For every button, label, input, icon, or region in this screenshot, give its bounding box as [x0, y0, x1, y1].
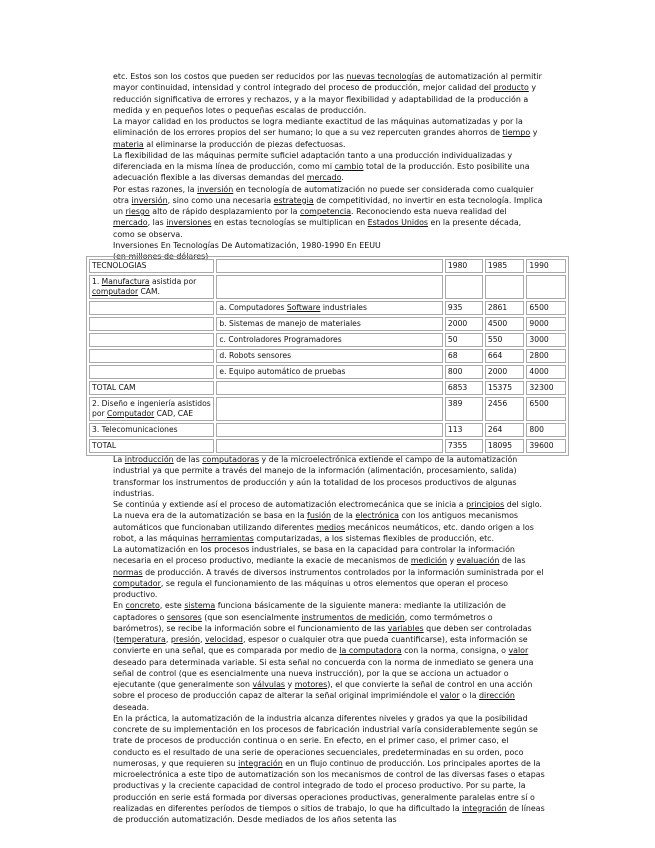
- text-run: La automatización en los procesos industriales, se basa en la capacidad para controlar la información necesaria en el proceso productivo, mediante la exacie de mecanismos de: [113, 545, 515, 566]
- text-run: al eliminarse la producción de piezas defectuosas.: [143, 139, 346, 149]
- link-term: computador: [92, 287, 139, 296]
- text-run: ,: [199, 635, 205, 644]
- text-run: y: [530, 128, 538, 138]
- text-run: etc. Estos son los costos que pueden ser reducidos por las: [113, 72, 347, 81]
- link-term: nuevas tecnologías: [346, 72, 423, 81]
- link-term: principios: [466, 500, 505, 509]
- investment-value: 935: [445, 301, 483, 315]
- investment-value: 2861: [485, 301, 525, 315]
- text-run: , espesor o cualquier otra que pueda cuantificarse), esta información se convierte en una señal, que es comparada por medio de: [113, 635, 528, 656]
- text-run: de las: [499, 556, 526, 566]
- text-run: TOTAL CAM: [92, 383, 136, 392]
- paragraph: [113, 499, 545, 544]
- text-run: En la práctica, la automatización de la industria alcanza diferentes niveles y grados ya que la posibilidad concrete de su implementación en los procesos de fabricación industrial varía considerablemente según se trate de procesos de producción continua o en serie. En efecto, en el primer caso, el primer caso, el conducto es el resultado de una serie de operaciones secuenciales, predeterminadas en su orden, poco numerosas, y que requieren su: [113, 713, 538, 768]
- text-run: , como termómetros o barómetros), se recibe la información sobre el funcionamiento de las: [113, 612, 493, 633]
- technology-item: [216, 365, 443, 379]
- link-term: valor: [508, 646, 529, 656]
- link-term: electrónica: [355, 511, 399, 521]
- investment-value: 800: [526, 423, 566, 437]
- header-year: 1990: [526, 259, 566, 273]
- text-run: , este: [159, 601, 185, 611]
- link-term: variables: [387, 623, 424, 633]
- table-row: [89, 439, 566, 453]
- text-run: CAM.: [138, 287, 160, 296]
- link-term: válvulas: [252, 680, 286, 689]
- text-run: 3. Telecomunicaciones: [92, 425, 178, 434]
- link-term: motores: [294, 680, 328, 689]
- link-term: fusión: [307, 511, 331, 521]
- text-run: con la norma, consigna, o: [401, 646, 509, 656]
- link-term: Manufactura: [101, 277, 150, 286]
- link-term: la computadora: [339, 646, 402, 656]
- text-run: en tecnología de automatización no puede ser considerada como cualquier otra: [113, 184, 534, 205]
- link-term: Software: [286, 303, 321, 312]
- text-run: Se continúa y extiende así el proceso de automatización electromecánica que se inicia a: [113, 500, 467, 509]
- investment-table: [86, 256, 569, 456]
- text-run: La: [113, 455, 125, 464]
- link-term: dirección: [479, 691, 515, 701]
- text-run: , sino como una necesaria: [167, 195, 274, 205]
- text-run: ,: [165, 635, 171, 644]
- table-header-row: [89, 259, 566, 273]
- paragraph: [113, 184, 545, 240]
- link-term: tiempo: [502, 128, 531, 138]
- text-run: (que son esencialmente: [201, 612, 302, 622]
- text-run: y: [285, 680, 295, 689]
- link-term: instrumentos de medición: [301, 612, 405, 622]
- text-run: . Reconociendo esta nueva realidad del: [351, 207, 507, 216]
- link-term: evaluación: [456, 556, 500, 566]
- link-term: introducción: [124, 455, 174, 464]
- technology-category: [89, 365, 214, 379]
- text-run: Por estas razones, la: [113, 184, 198, 194]
- text-run: La mayor calidad en los productos se logra mediante exactitud de las máquinas automatizadas y por la eliminación de los errores propios del ser humano; lo que a su vez repercuten grandes ahorros de: [113, 117, 523, 138]
- header-empty: [216, 259, 443, 273]
- technology-item: [216, 301, 443, 315]
- link-term: herramientas: [201, 533, 254, 543]
- text-run: con los antiguos mecanismos automáticos que funcionaban utilizando diferentes: [113, 511, 519, 532]
- investment-value: 6853: [445, 381, 483, 395]
- investment-value: 6500: [526, 301, 566, 315]
- paragraph: [113, 71, 545, 116]
- technology-category: [89, 349, 214, 363]
- link-term: temperatura: [116, 635, 166, 644]
- link-term: concreto: [125, 601, 160, 611]
- investment-value: 50: [445, 333, 483, 347]
- text-run: de competitividad, no invertir en esta tecnología. Implica un: [113, 195, 543, 216]
- technology-category: [89, 317, 214, 331]
- table-row: [89, 301, 566, 315]
- link-term: competencia: [300, 207, 352, 216]
- text-run: Inversiones En Tecnologías De Automatización, 1980-1990 En EEUU: [113, 240, 381, 250]
- table-row: [89, 317, 566, 331]
- link-term: mercado: [113, 218, 148, 228]
- text-run: en estas tecnologías se multiplican en: [211, 218, 368, 228]
- link-term: sistema: [184, 601, 216, 611]
- text-run: 2. Diseño e ingeniería asistidos por: [92, 399, 211, 418]
- body-text: [113, 454, 545, 825]
- investment-value: 39600: [526, 439, 566, 453]
- text-run: CAD, CAE: [154, 409, 194, 418]
- investment-value: [526, 275, 566, 299]
- link-term: integración: [238, 758, 283, 768]
- text-run: de las: [173, 455, 203, 464]
- table-row: [89, 423, 566, 437]
- investment-value: 3000: [526, 333, 566, 347]
- table-row: [89, 349, 566, 363]
- paragraph: [113, 713, 545, 826]
- text-run: , se regula el funcionamiento de las máquinas u otros elementos que operan el proceso productivo.: [113, 578, 508, 599]
- text-run: funciona básicamente de la siguiente manera: mediante la utilización de captadores o: [113, 601, 506, 622]
- text-run: (en millones de dólares): [113, 252, 209, 261]
- technology-category: [89, 423, 214, 437]
- text-run: deseada.: [113, 702, 150, 712]
- link-term: inversiones: [166, 218, 212, 228]
- text-run: en un flujo continuo de producción. Los principales aportes de la microelectrónica a este tipo de automatización son los mecanismos de control de las diversas fases o etapas productivas y la creciente capacidad de control integrado de todo el proceso productivo. Por su parte, la producción en serie está formada por diversas operaciones productivas, generalmente paralelas entre sí o realizadas en diferentes períodos de tiempos o sitios de trabajo, lo que ha dificultado la: [113, 758, 545, 813]
- text-run: .: [341, 173, 344, 183]
- text-run: y reducción significativa de errores y rechazos, y a la mayor flexibilidad y adaptabilidad de la producción a medida y en pequeños lotes o pequeñas escalas de producción.: [113, 83, 536, 115]
- link-term: medición: [410, 556, 447, 566]
- table-row: [89, 333, 566, 347]
- paragraph: [113, 150, 545, 184]
- text-run: del siglo. La nueva era de la automatización se basa en la: [113, 500, 542, 521]
- investment-value: 2000: [445, 317, 483, 331]
- paragraph: [113, 600, 545, 713]
- link-term: normas: [113, 567, 143, 577]
- paragraph: [113, 454, 545, 499]
- text-run: deseado para determinada variable. Si esta señal no concuerda con la norma de inmediato se genera una señal de control (que es esencialmente una nueva instrucción), por la que se acciona un actuador o ejecutante (que generalmente son: [113, 657, 534, 689]
- link-term: integración: [462, 803, 507, 813]
- text-run: La flexibilidad de las máquinas permite suficiel adaptación tanto a una producción individualizadas y diferenciada en la misma línea de producción, como mi: [113, 150, 513, 171]
- link-term: Estados Unidos: [367, 218, 429, 228]
- text-run: alto de rápido desplazamiento por la: [149, 207, 301, 216]
- text-run: e. Equipo automático de pruebas: [219, 367, 346, 376]
- text-run: o la: [459, 691, 480, 701]
- investment-value: 4500: [485, 317, 525, 331]
- intro-text: [113, 71, 545, 262]
- technology-category: [89, 333, 214, 347]
- technology-category: [89, 397, 214, 421]
- link-term: medios: [316, 522, 346, 532]
- link-term: riesgo: [125, 207, 150, 216]
- table-row: [89, 365, 566, 379]
- technology-item: [216, 397, 443, 421]
- technology-item: [216, 439, 443, 453]
- link-term: presión: [170, 635, 200, 644]
- text-run: TOTAL: [92, 441, 117, 450]
- header-label: TECNOLOGIAS: [89, 259, 214, 273]
- text-run: computarizadas, a los sistemas flexibles de producción, etc.: [253, 533, 495, 543]
- investment-value: 18095: [485, 439, 525, 453]
- table-row: [89, 275, 566, 299]
- technology-category: [89, 275, 214, 299]
- text-run: que deben ser controladas (: [113, 623, 532, 644]
- text-run: ), el que convierte la señal de control en una acción sobre el proceso de producción capaz de alterar la señal original imprimiéndole el: [113, 680, 533, 701]
- technology-item: [216, 275, 443, 299]
- link-term: inversión: [131, 195, 168, 205]
- investment-value: 264: [485, 423, 525, 437]
- investment-value: 2000: [485, 365, 525, 379]
- paragraph: [113, 544, 545, 600]
- investment-value: 6500: [526, 397, 566, 421]
- text-run: de automatización al permitir mayor continuidad, intensidad y control integrado del proceso de producción, mejor calidad del: [113, 72, 542, 93]
- text-run: y: [446, 556, 457, 566]
- investment-value: 9000: [526, 317, 566, 331]
- link-term: cambio: [334, 162, 364, 171]
- text-run: mecánicos neumáticos, etc. dando origen a los robot, a las máquinas: [113, 522, 534, 543]
- link-term: Computador: [107, 409, 155, 418]
- investment-value: 7355: [445, 439, 483, 453]
- investment-value: 68: [445, 349, 483, 363]
- investment-value: 2800: [526, 349, 566, 363]
- investment-value: [485, 275, 525, 299]
- link-term: materia: [113, 139, 144, 149]
- text-run: 1.: [92, 277, 102, 286]
- technology-item: [216, 317, 443, 331]
- investment-value: 15375: [485, 381, 525, 395]
- investment-value: 800: [445, 365, 483, 379]
- investment-value: 389: [445, 397, 483, 421]
- header-year: 1985: [485, 259, 525, 273]
- link-term: sensores: [166, 612, 202, 622]
- investment-value: 32300: [526, 381, 566, 395]
- technology-item: [216, 381, 443, 395]
- text-run: asistida por: [149, 277, 197, 286]
- text-run: industriales: [320, 303, 367, 312]
- paragraph: [113, 116, 545, 150]
- text-run: total de la producción. Esto posibilite una adecuación flexible a las diversas demandas del: [113, 162, 530, 183]
- technology-item: [216, 333, 443, 347]
- link-term: inversión: [197, 184, 234, 194]
- investment-value: 2456: [485, 397, 525, 421]
- technology-item: [216, 349, 443, 363]
- text-run: c. Controladores Programadores: [219, 335, 342, 344]
- link-term: computador: [113, 578, 161, 588]
- investment-value: [445, 275, 483, 299]
- technology-category: [89, 439, 214, 453]
- text-run: de producción. A través de diversos instrumentos controlados por la información suministrada por el: [142, 567, 544, 577]
- technology-category: [89, 301, 214, 315]
- text-run: de la: [330, 511, 356, 521]
- table-row: [89, 381, 566, 395]
- text-run: y de la microelectrónica extiende el campo de la automatización industrial ya que permite a través del manejo de la información (alimentación, procesamiento, salida) transformar los instrumentos de producción y aún la totalidad de los procesos productivos de algunas industrias.: [113, 455, 518, 498]
- link-term: mercado: [306, 173, 342, 183]
- table-row: [89, 397, 566, 421]
- technology-category: [89, 381, 214, 395]
- text-run: en la presente década, como se observa.: [113, 218, 522, 239]
- header-year: 1980: [445, 259, 483, 273]
- investment-value: 664: [485, 349, 525, 363]
- link-term: velocidad: [205, 635, 243, 644]
- text-run: de líneas de producción automatización. Desde mediados de los años setenta las: [113, 803, 545, 824]
- investment-value: 113: [445, 423, 483, 437]
- text-run: d. Robots sensores: [219, 351, 292, 360]
- investment-value: 550: [485, 333, 525, 347]
- text-run: b. Sistemas de manejo de materiales: [219, 319, 361, 328]
- table-caption: [113, 240, 545, 251]
- link-term: estrategia: [273, 195, 314, 205]
- link-term: producto: [493, 83, 529, 93]
- link-term: computadoras: [202, 455, 260, 464]
- technology-item: [216, 423, 443, 437]
- text-run: a. Computadores: [219, 303, 287, 312]
- text-run: , las: [147, 218, 167, 228]
- text-run: En: [113, 601, 126, 611]
- investment-value: 4000: [526, 365, 566, 379]
- link-term: valor: [439, 691, 460, 701]
